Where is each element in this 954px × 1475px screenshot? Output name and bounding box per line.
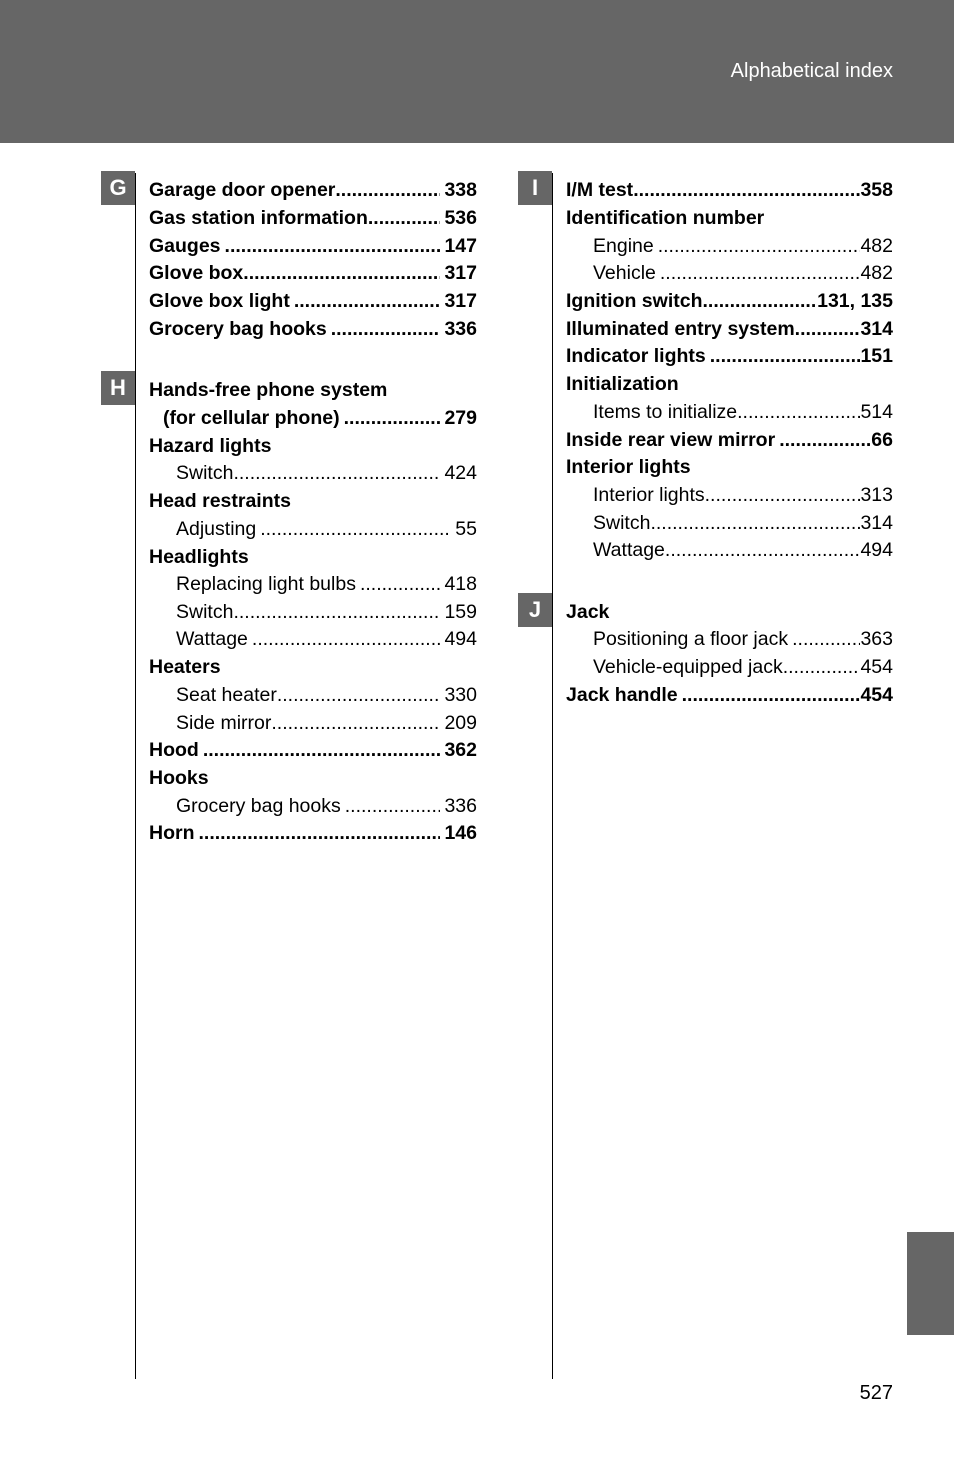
leader-dots	[243, 261, 440, 285]
leader-dots	[710, 344, 861, 368]
entry-page: 363	[860, 628, 893, 650]
entry-page: 454	[860, 684, 893, 706]
index-heading	[566, 600, 893, 624]
entry-page: 279	[444, 407, 477, 429]
leader-dots	[705, 483, 861, 507]
section-letter-g: G	[101, 171, 135, 205]
entry-page: 494	[860, 539, 893, 561]
entry-label: Hazard lights	[149, 435, 272, 457]
leader-dots	[795, 317, 861, 341]
entry-page: 536	[444, 207, 477, 229]
leader-dots	[779, 428, 871, 452]
index-entry[interactable]	[163, 406, 477, 430]
entry-label: Headlights	[149, 546, 249, 568]
entry-label: Hood	[149, 739, 199, 761]
entry-page: 146	[444, 822, 477, 844]
section-letter-j: J	[518, 593, 552, 627]
entry-page: 313	[860, 484, 893, 506]
index-subentry[interactable]	[176, 711, 477, 735]
entry-label: Hands-free phone system	[149, 379, 388, 401]
entry-label: Indicator lights	[566, 345, 706, 367]
entry-label: Glove box	[149, 262, 244, 284]
index-entry[interactable]	[566, 178, 893, 202]
index-entry[interactable]	[149, 261, 477, 285]
index-entry[interactable]	[149, 821, 477, 845]
index-heading	[149, 655, 477, 679]
entry-label: Identification number	[566, 207, 765, 229]
entry-page: 336	[444, 795, 477, 817]
entry-label: Items to initialize	[593, 401, 738, 423]
leader-dots	[660, 261, 861, 285]
index-entry[interactable]	[149, 289, 477, 313]
entry-label: Replacing light bulbs	[176, 573, 356, 595]
entry-label: Switch	[176, 462, 234, 484]
entry-label: Ignition switch	[566, 290, 703, 312]
entry-label: Switch	[593, 512, 651, 534]
leader-dots	[233, 461, 440, 485]
index-column-left	[149, 0, 477, 1475]
entry-label: Vehicle	[593, 262, 656, 284]
leader-dots	[260, 517, 451, 541]
index-entry[interactable]	[566, 317, 893, 341]
page-number: 527	[859, 1382, 893, 1404]
entry-label: Hooks	[149, 767, 209, 789]
entry-page: 482	[860, 235, 893, 257]
entry-label: Interior lights	[593, 484, 705, 506]
entry-page: 358	[860, 179, 893, 201]
index-heading	[149, 766, 477, 790]
index-heading	[149, 545, 477, 569]
entry-label: Heaters	[149, 656, 221, 678]
index-entry[interactable]	[149, 206, 477, 230]
entry-page: 514	[860, 401, 893, 423]
entry-page: 314	[860, 318, 893, 340]
index-subentry[interactable]	[176, 572, 477, 596]
entry-label: Switch	[176, 601, 234, 623]
leader-dots	[783, 655, 861, 679]
leader-dots	[203, 738, 441, 762]
chapter-thumb-tab	[907, 1232, 954, 1335]
index-subentry[interactable]	[176, 683, 477, 707]
leader-dots	[703, 289, 818, 313]
column-divider-left	[135, 173, 136, 1379]
entry-label: Adjusting	[176, 518, 257, 540]
index-heading	[566, 372, 893, 396]
index-heading	[566, 455, 893, 479]
entry-page: 336	[444, 318, 477, 340]
entry-label: Grocery bag hooks	[149, 318, 327, 340]
index-subentry[interactable]	[176, 517, 477, 541]
index-subentry[interactable]	[176, 627, 477, 651]
leader-dots	[294, 289, 441, 313]
index-entry[interactable]	[149, 738, 477, 762]
entry-page: 494	[444, 628, 477, 650]
index-subentry[interactable]	[176, 794, 477, 818]
index-subentry[interactable]	[593, 511, 893, 535]
entry-label: Side mirror	[176, 712, 272, 734]
index-subentry[interactable]	[593, 261, 893, 285]
index-entry[interactable]	[149, 234, 477, 258]
leader-dots	[199, 821, 441, 845]
entry-label: Inside rear view mirror	[566, 429, 776, 451]
entry-label: I/M test	[566, 179, 634, 201]
leader-dots	[792, 627, 860, 651]
index-column-right	[566, 0, 893, 1475]
entry-page: 159	[444, 601, 477, 623]
entry-label: Garage door opener	[149, 179, 336, 201]
entry-label: (for cellular phone)	[163, 407, 340, 429]
index-entry[interactable]	[149, 317, 477, 341]
leader-dots	[368, 206, 441, 230]
section-letter-h: H	[101, 371, 135, 405]
entry-page: 314	[860, 512, 893, 534]
column-divider-right	[552, 173, 553, 1379]
entry-page: 66	[871, 429, 893, 451]
entry-label: Positioning a floor jack	[593, 628, 789, 650]
index-subentry[interactable]	[593, 400, 893, 424]
leader-dots	[737, 400, 860, 424]
index-subentry[interactable]	[593, 627, 893, 651]
leader-dots	[665, 538, 861, 562]
entry-page: 454	[860, 656, 893, 678]
leader-dots	[252, 627, 441, 651]
leader-dots	[335, 178, 440, 202]
index-entry[interactable]	[566, 344, 893, 368]
entry-page: 317	[444, 290, 477, 312]
entry-label: Engine	[593, 235, 654, 257]
index-subentry[interactable]	[593, 655, 893, 679]
leader-dots	[682, 683, 861, 707]
leader-dots	[225, 234, 441, 258]
leader-dots	[271, 711, 440, 735]
header-title: Alphabetical index	[730, 60, 893, 82]
index-heading	[566, 206, 893, 230]
entry-page: 418	[444, 573, 477, 595]
entry-label: Illuminated entry system	[566, 318, 795, 340]
index-heading	[149, 434, 477, 458]
entry-page: 209	[444, 712, 477, 734]
index-heading	[149, 489, 477, 513]
entry-label: Initialization	[566, 373, 679, 395]
leader-dots	[331, 317, 441, 341]
entry-label: Head restraints	[149, 490, 291, 512]
entry-label: Interior lights	[566, 456, 691, 478]
leader-dots	[633, 178, 860, 202]
index-entry[interactable]	[566, 428, 893, 452]
leader-dots	[277, 683, 441, 707]
leader-dots	[360, 572, 441, 596]
entry-page: 338	[444, 179, 477, 201]
index-entry[interactable]	[566, 289, 893, 313]
index-subentry[interactable]	[593, 538, 893, 562]
entry-label: Glove box light	[149, 290, 290, 312]
index-entry[interactable]	[566, 683, 893, 707]
entry-page: 147	[444, 235, 477, 257]
entry-label: Wattage	[593, 539, 665, 561]
section-letter-i: I	[518, 171, 552, 205]
leader-dots	[344, 406, 441, 430]
entry-label: Jack	[566, 601, 610, 623]
entry-label: Grocery bag hooks	[176, 795, 341, 817]
entry-label: Vehicle-equipped jack	[593, 656, 783, 678]
entry-page: 330	[444, 684, 477, 706]
entry-label: Seat heater	[176, 684, 277, 706]
leader-dots	[345, 794, 441, 818]
index-subentry[interactable]	[176, 600, 477, 624]
entry-label: Jack handle	[566, 684, 678, 706]
entry-page: 131, 135	[817, 290, 893, 312]
leader-dots	[233, 600, 440, 624]
entry-label: Wattage	[176, 628, 248, 650]
leader-dots	[650, 511, 860, 535]
index-entry[interactable]	[149, 178, 477, 202]
entry-page: 151	[860, 345, 893, 367]
entry-page: 424	[444, 462, 477, 484]
entry-page: 362	[444, 739, 477, 761]
index-heading	[149, 378, 477, 402]
index-subentry[interactable]	[593, 234, 893, 258]
index-subentry[interactable]	[176, 461, 477, 485]
entry-page: 55	[455, 518, 477, 540]
entry-label: Gas station information	[149, 207, 368, 229]
entry-label: Gauges	[149, 235, 221, 257]
entry-label: Horn	[149, 822, 195, 844]
leader-dots	[658, 234, 861, 258]
index-subentry[interactable]	[593, 483, 893, 507]
entry-page: 317	[444, 262, 477, 284]
entry-page: 482	[860, 262, 893, 284]
